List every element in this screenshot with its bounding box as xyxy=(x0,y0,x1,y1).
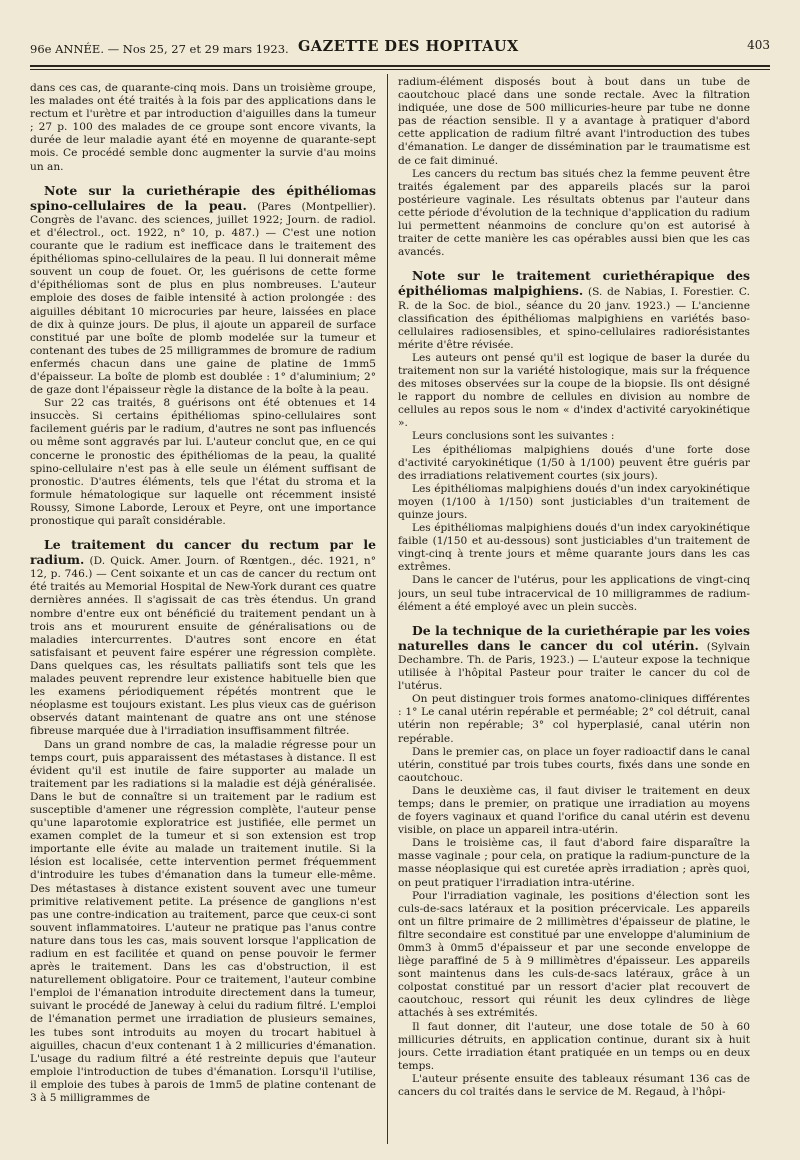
article-title: Le traitement du cancer du rectum par le radium. xyxy=(30,537,376,568)
page-header xyxy=(30,36,770,64)
paragraph: L'auteur présente ensuite des tableaux résumant 136 cas de cancers du col traités dans le service de M. Regaud, à l'hôpi- xyxy=(398,1072,750,1099)
paragraph: Les épithéliomas malpighiens doués d'un index caryokinétique faible (1/150 et au-dessous) sont justiciables d'un traitement de vingt-cinq à trente jours et même quarante jours dans les cas extrêmes. xyxy=(398,522,750,574)
paragraph: Les épithéliomas malpighiens doués d'un index caryokinétique moyen (1/100 à 1/150) sont justiciables d'un traitement de quinze jours. xyxy=(398,482,750,521)
paragraph: Dans le cancer de l'utérus, pour les applications de vingt-cinq jours, un seul tube intracervical de 10 milligrammes de radium-élément a été employé avec un plein succès. xyxy=(398,574,750,613)
paragraph: dans ces cas, de quarante-cinq mois. Dans un troisième groupe, les malades ont été traités à la fois par des applications dans le rectum et l'urètre et par introduction d'aiguilles dans la tumeur ; 27 p. 100 des malades de ce groupe sont encore vivants, la durée de leur maladie ayant été en moyenne de quarante-sept mois. Ce procédé semble donc augmenter la survie d'au moins un an. xyxy=(30,82,376,173)
paragraph: Les auteurs ont pensé qu'il est logique de baser la durée du traitement non sur la variété histologique, mais sur la fréquence des mitoses observées sur la coupe de la biopsie. Ils ont désigné le rapport du nombre de cellules en division au nombre de cellules au repos sous le nom « d'index d'activité caryokinétique ». xyxy=(398,351,750,430)
article-reference: (Sylvain Dechambre. Th. de Paris, 1923.) — L'auteur expose la technique utilisée à l'hôpital Pasteur pour traiter le cancer du col de l'utérus. xyxy=(398,640,750,693)
page-number: 403 xyxy=(747,38,770,52)
paragraph: Les cancers du rectum bas situés chez la femme peuvent être traités également par des appareils placés sur la paroi postérieure vaginale. Les résultats obtenus par l'auteur dans cette période d'évolution de la technique d'application du radium lui permettent néanmoins de conclure qu'on est autorisé à traiter de cette manière les cas opérables aussi bien que les cas avancés. xyxy=(398,167,750,259)
article-heading xyxy=(398,269,750,352)
issue-info: 96e ANNÉE. — Nos 25, 27 et 29 mars 1923. xyxy=(30,42,289,56)
article-reference: (Pares (Montpellier). Congrès de l'avanc. des sciences, juillet 1922; Journ. de radiol. et d'électrol., oct. 1922, n° 10, p. 487.) — C'est une notion courante que le radium est inefficace dans le traitement des épithéliomas spino-cellulaires de la peau. Il lui donnerait même souvent un coup de fouet. Or, les guérisons de cette forme d'épithéliomas sont de plus en plus nombreuses. L'auteur emploie des doses de faible intensité à action prolongée : des aiguilles débitant 10 microcuries par heure, laissées en place de dix à quinze jours. De plus, il ajoute un appareil de surface constitué par une boîte de plomb modelée sur la tumeur et contenant des tubes de 25 milligrammes de bromure de radium enfermés chacun dans une gaine de platine de 1mm5 d'épaisseur. La boîte de plomb est doublée : 1° d'aluminium; 2° de gaze dont l'épaisseur règle la distance de la boîte à la peau. xyxy=(30,200,376,397)
paragraph: Leurs conclusions sont les suivantes : xyxy=(412,430,615,443)
journal-title: GAZETTE DES HOPITAUX xyxy=(298,38,519,55)
header-rule xyxy=(30,65,770,67)
article-heading xyxy=(398,624,750,693)
paragraph: Il faut donner, dit l'auteur, une dose totale de 50 à 60 millicuries détruits, en application continue, durant six à huit jours. Cette irradiation étant pratiquée en un temps ou en deux temps. xyxy=(398,1020,750,1072)
article-heading xyxy=(30,184,376,398)
paragraph: Dans un grand nombre de cas, la maladie régresse pour un temps court, puis apparaissent des métastases à distance. Il est évident qu'il est inutile de faire supporter au malade un traitement par les radiations si la maladie est déjà généralisée. Dans le but de connaître si un traitement par le radium est susceptible d'amener une régression complète, l'auteur pense qu'une laparotomie exploratrice est justifiée, elle permet un examen complet de la tumeur et si son extension est trop importante elle évite au malade un traitement inutile. Si la lésion est localisée, cette intervention permet fréquemment d'introduire les tubes d'émanation dans la tumeur elle-même. Des métastases à distance existent souvent avec une tumeur primitive relativement petite. La présence de ganglions n'est pas une contre-indication au traitement, parce que ceux-ci sont souvent inflammatoires. L'auteur ne pratique pas l'anus contre nature dans tous les cas, mais souvent lorsque l'application de radium en est facilitée et quand on pense pouvoir le fermer après le traitement. Dans les cas d'obstruction, il est naturellement obligatoire. Pour ce traitement, l'auteur combine l'emploi de l'émanation introduite directement dans la tumeur, suivant le procédé de Janeway à celui du radium filtré. L'emploi de l'émanation permet une irradiation de plusieurs semaines, les tubes sont introduits au moyen du trocart habituel à aiguilles, chacun d'eux contenant 1 à 2 millicuries d'émanation. L'usage du radium filtré a été restreinte depuis que l'auteur emploie l'introduction de tubes d'émanation. Lorsqu'il l'utilise, il emploie des tubes à parois de 1mm5 de platine contenant de 3 à 5 milligrammes de xyxy=(30,738,376,1105)
paragraph: Dans le troisième cas, il faut d'abord faire disparaître la masse vaginale ; pour cela, on pratique la radium-puncture de la masse néoplasique qui est curetée après irradiation ; après quoi, on peut pratiquer l'irradiation intra-utérine. xyxy=(398,837,750,889)
article-epitheliomas-malpighiens xyxy=(398,269,750,613)
article-curietherapie-peau xyxy=(30,184,376,528)
article-reference: (S. de Nabias, I. Forestier. C. R. de la Soc. de biol., séance du 20 janv. 1923.) — L'ancienne classification des épithéliomas malpighiens en variétés baso-cellulaires radiosensibles, et spino-cellulaires radiorésistantes mérite d'être révisée. xyxy=(398,286,750,351)
header-rule-thin xyxy=(30,69,770,70)
paragraph: Sur 22 cas traités, 8 guérisons ont été obtenues et 14 insuccès. Si certains épithéliomas spino-cellulaires sont facilement guéris par le radium, d'autres ne sont pas influencés ou même sont aggravés par lui. L'auteur conclut que, en ce qui concerne le pronostic des épithéliomas de la peau, la qualité spino-cellulaire n'est pas à elle seule un élément suffisant de pronostic. D'autres éléments, tels que l'état du stroma et la formule hématologique sur laquelle ont récemment insisté Roussy, Simone Laborde, Leroux et Peyre, ont une importance pronostique qui paraît considérable. xyxy=(30,397,376,527)
right-column xyxy=(398,76,750,1136)
article-col-uterin xyxy=(398,624,750,1099)
paragraph: Dans le deuxième cas, il faut diviser le traitement en deux temps; dans le premier, on pratique une irradiation au moyens de foyers vaginaux et quand l'orifice du canal utérin est devenu visible, on place un appareil intra-utérin. xyxy=(398,784,750,837)
paragraph: Pour l'irradiation vaginale, les positions d'élection sont les culs-de-sacs latéraux et la position précervicale. Les appareils ont un filtre primaire de 2 millimètres d'épaisseur de platine, le filtre secondaire est constitué par une enveloppe d'aluminium de 0mm3 à 0mm5 d'épaisseur et par une seconde enveloppe de liège paraffiné de 5 à 9 millimètres d'épaisseur. Les appareils sont maintenus dans les culs-de-sacs latéraux, grâce à un colpostat constitué par un ressort d'acier plat recouvert de caoutchouc, ressort qui réunit les deux cylindres de liège attachés à ses extrémités. xyxy=(398,889,750,1020)
article-title: Note sur le traitement curiethérapique des épithéliomas malpighiens. xyxy=(398,268,750,299)
paragraph: On peut distinguer trois formes anatomo-cliniques différentes : 1° Le canal utérin repérable et perméable; 2° col détruit, canal utérin non repérable; 3° col hyperplasié, canal utérin non repérable. xyxy=(398,693,750,745)
paragraph: radium-élément disposés bout à bout dans un tube de caoutchouc placé dans une sonde rectale. Avec la filtration indiquée, une dose de 500 millicuries-heure par tube ne donne pas de réaction sensible. Il y a avantage à pratiquer d'abord cette application de radium filtré avant l'introduction des tubes d'émanation. Le danger de dissémination par le traumatisme est de ce fait diminué. xyxy=(398,76,750,167)
article-heading xyxy=(30,538,376,738)
article-title: De la technique de la curiethérapie par les voies naturelles dans le cancer du col utérin. xyxy=(398,622,750,653)
left-column xyxy=(30,82,376,1142)
article-title: Note sur la curiethérapie des épithéliomas spino-cellulaires de la peau. xyxy=(30,182,376,213)
paragraph: Les épithéliomas malpighiens doués d'une forte dose d'activité caryokinétique (1/50 à 1/100) peuvent être guéris par des irradiations relativement courtes (six jours). xyxy=(398,443,750,482)
column-divider xyxy=(387,74,388,1144)
article-cancer-rectum xyxy=(30,538,376,1105)
paragraph: Dans le premier cas, on place un foyer radioactif dans le canal utérin, constitué par trois tubes courts, fixés dans une sonde en caoutchouc. xyxy=(398,745,750,784)
article-reference: (D. Quick. Amer. Journ. of Rœntgen., déc. 1921, n° 12, p. 746.) — Cent soixante et un cas de cancer du rectum ont été traités au Memorial Hospital de New-York durant ces quatre dernières années. Il s'agissait de cas très étendus. Un grand nombre d'entre eux ont bénéficié du traitement pendant un à trois ans et moururent ensuite de généralisations ou de maladies intercurrentes. D'autres sont encore en état satisfaisant et peuvent faire espérer une régression complète. Dans quelques cas, les résultats palliatifs sont tels que les malades peuvent reprendre leur existence habituelle bien que les examens périodiquement répétés montrent que le néoplasme est toujours existant. Les plus vieux cas de guérison observés datant maintenant de quatre ans ont une sténose fibreuse marquée due à l'irradiation insuffisamment filtrée. xyxy=(30,555,376,738)
